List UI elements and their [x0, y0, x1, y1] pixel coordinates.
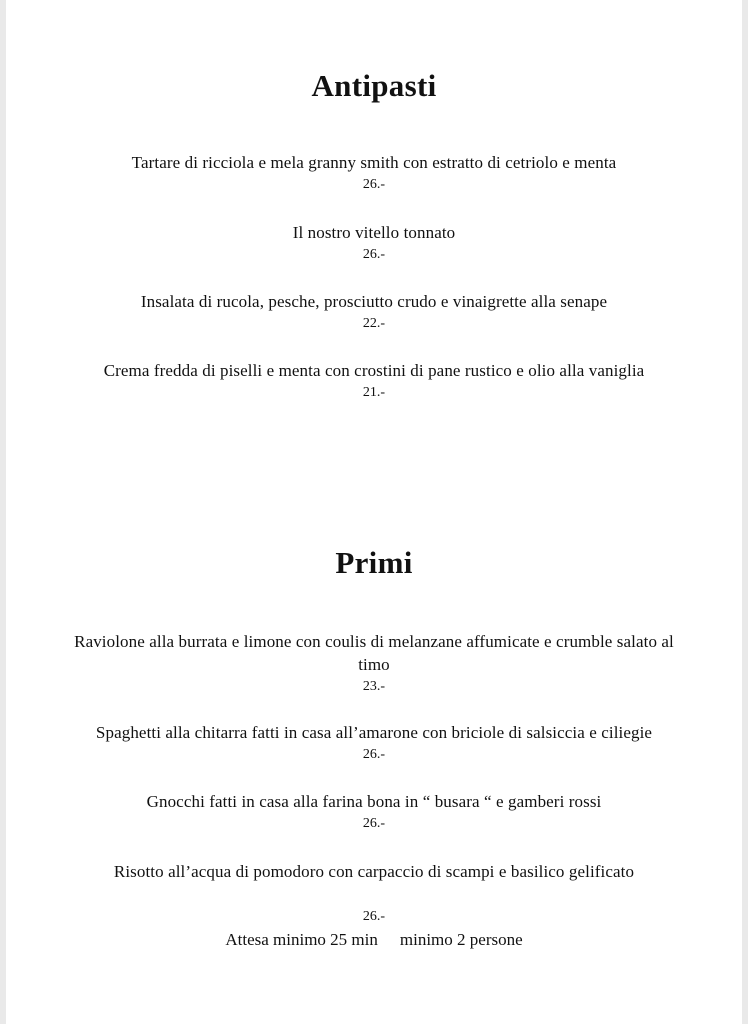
- dish-price: 26.-: [362, 177, 386, 192]
- dish-price: 26.-: [362, 909, 386, 924]
- dish-name: Tartare di ricciola e mela granny smith con estratto di cetriolo e menta: [131, 153, 617, 172]
- dish-item: [6, 221, 742, 266]
- dish-item: [6, 721, 742, 766]
- dish-name: Spaghetti alla chitarra fatti in casa all’amarone con briciole di salsiccia e ciliegie: [95, 723, 653, 742]
- section-title-antipasti: Antipasti: [311, 68, 437, 103]
- dish-note: [6, 928, 742, 951]
- dish-price: 26.-: [362, 247, 386, 262]
- dish-item: [6, 630, 742, 698]
- menu-page: [6, 0, 742, 1024]
- dish-price: 26.-: [362, 816, 386, 831]
- dish-name: Raviolone alla burrata e limone con coulis di melanzane affumicate e crumble salato al timo: [74, 632, 674, 674]
- dish-price: 21.-: [362, 385, 386, 400]
- dish-item: [6, 790, 742, 835]
- dish-name: Risotto all’acqua di pomodoro con carpaccio di scampi e basilico gelificato: [113, 862, 635, 881]
- dish-name: Il nostro vitello tonnato: [292, 223, 456, 242]
- dish-item: [6, 290, 742, 335]
- dish-price: 26.-: [362, 747, 386, 762]
- min-persons-note: minimo 2 persone: [399, 930, 523, 949]
- wait-time-note: Attesa minimo 25 min: [225, 930, 378, 949]
- dish-name: Insalata di rucola, pesche, prosciutto crudo e vinaigrette alla senape: [140, 292, 608, 311]
- dish-item: [6, 359, 742, 404]
- section-title-primi: Primi: [335, 545, 413, 580]
- dish-price: 22.-: [362, 316, 386, 331]
- dish-item: [6, 151, 742, 196]
- dish-name: Gnocchi fatti in casa alla farina bona in “ busara “ e gamberi rossi: [146, 792, 602, 811]
- dish-item: [6, 860, 742, 951]
- dish-price: 23.-: [362, 679, 386, 694]
- dish-name: Crema fredda di piselli e menta con crostini di pane rustico e olio alla vaniglia: [103, 361, 645, 380]
